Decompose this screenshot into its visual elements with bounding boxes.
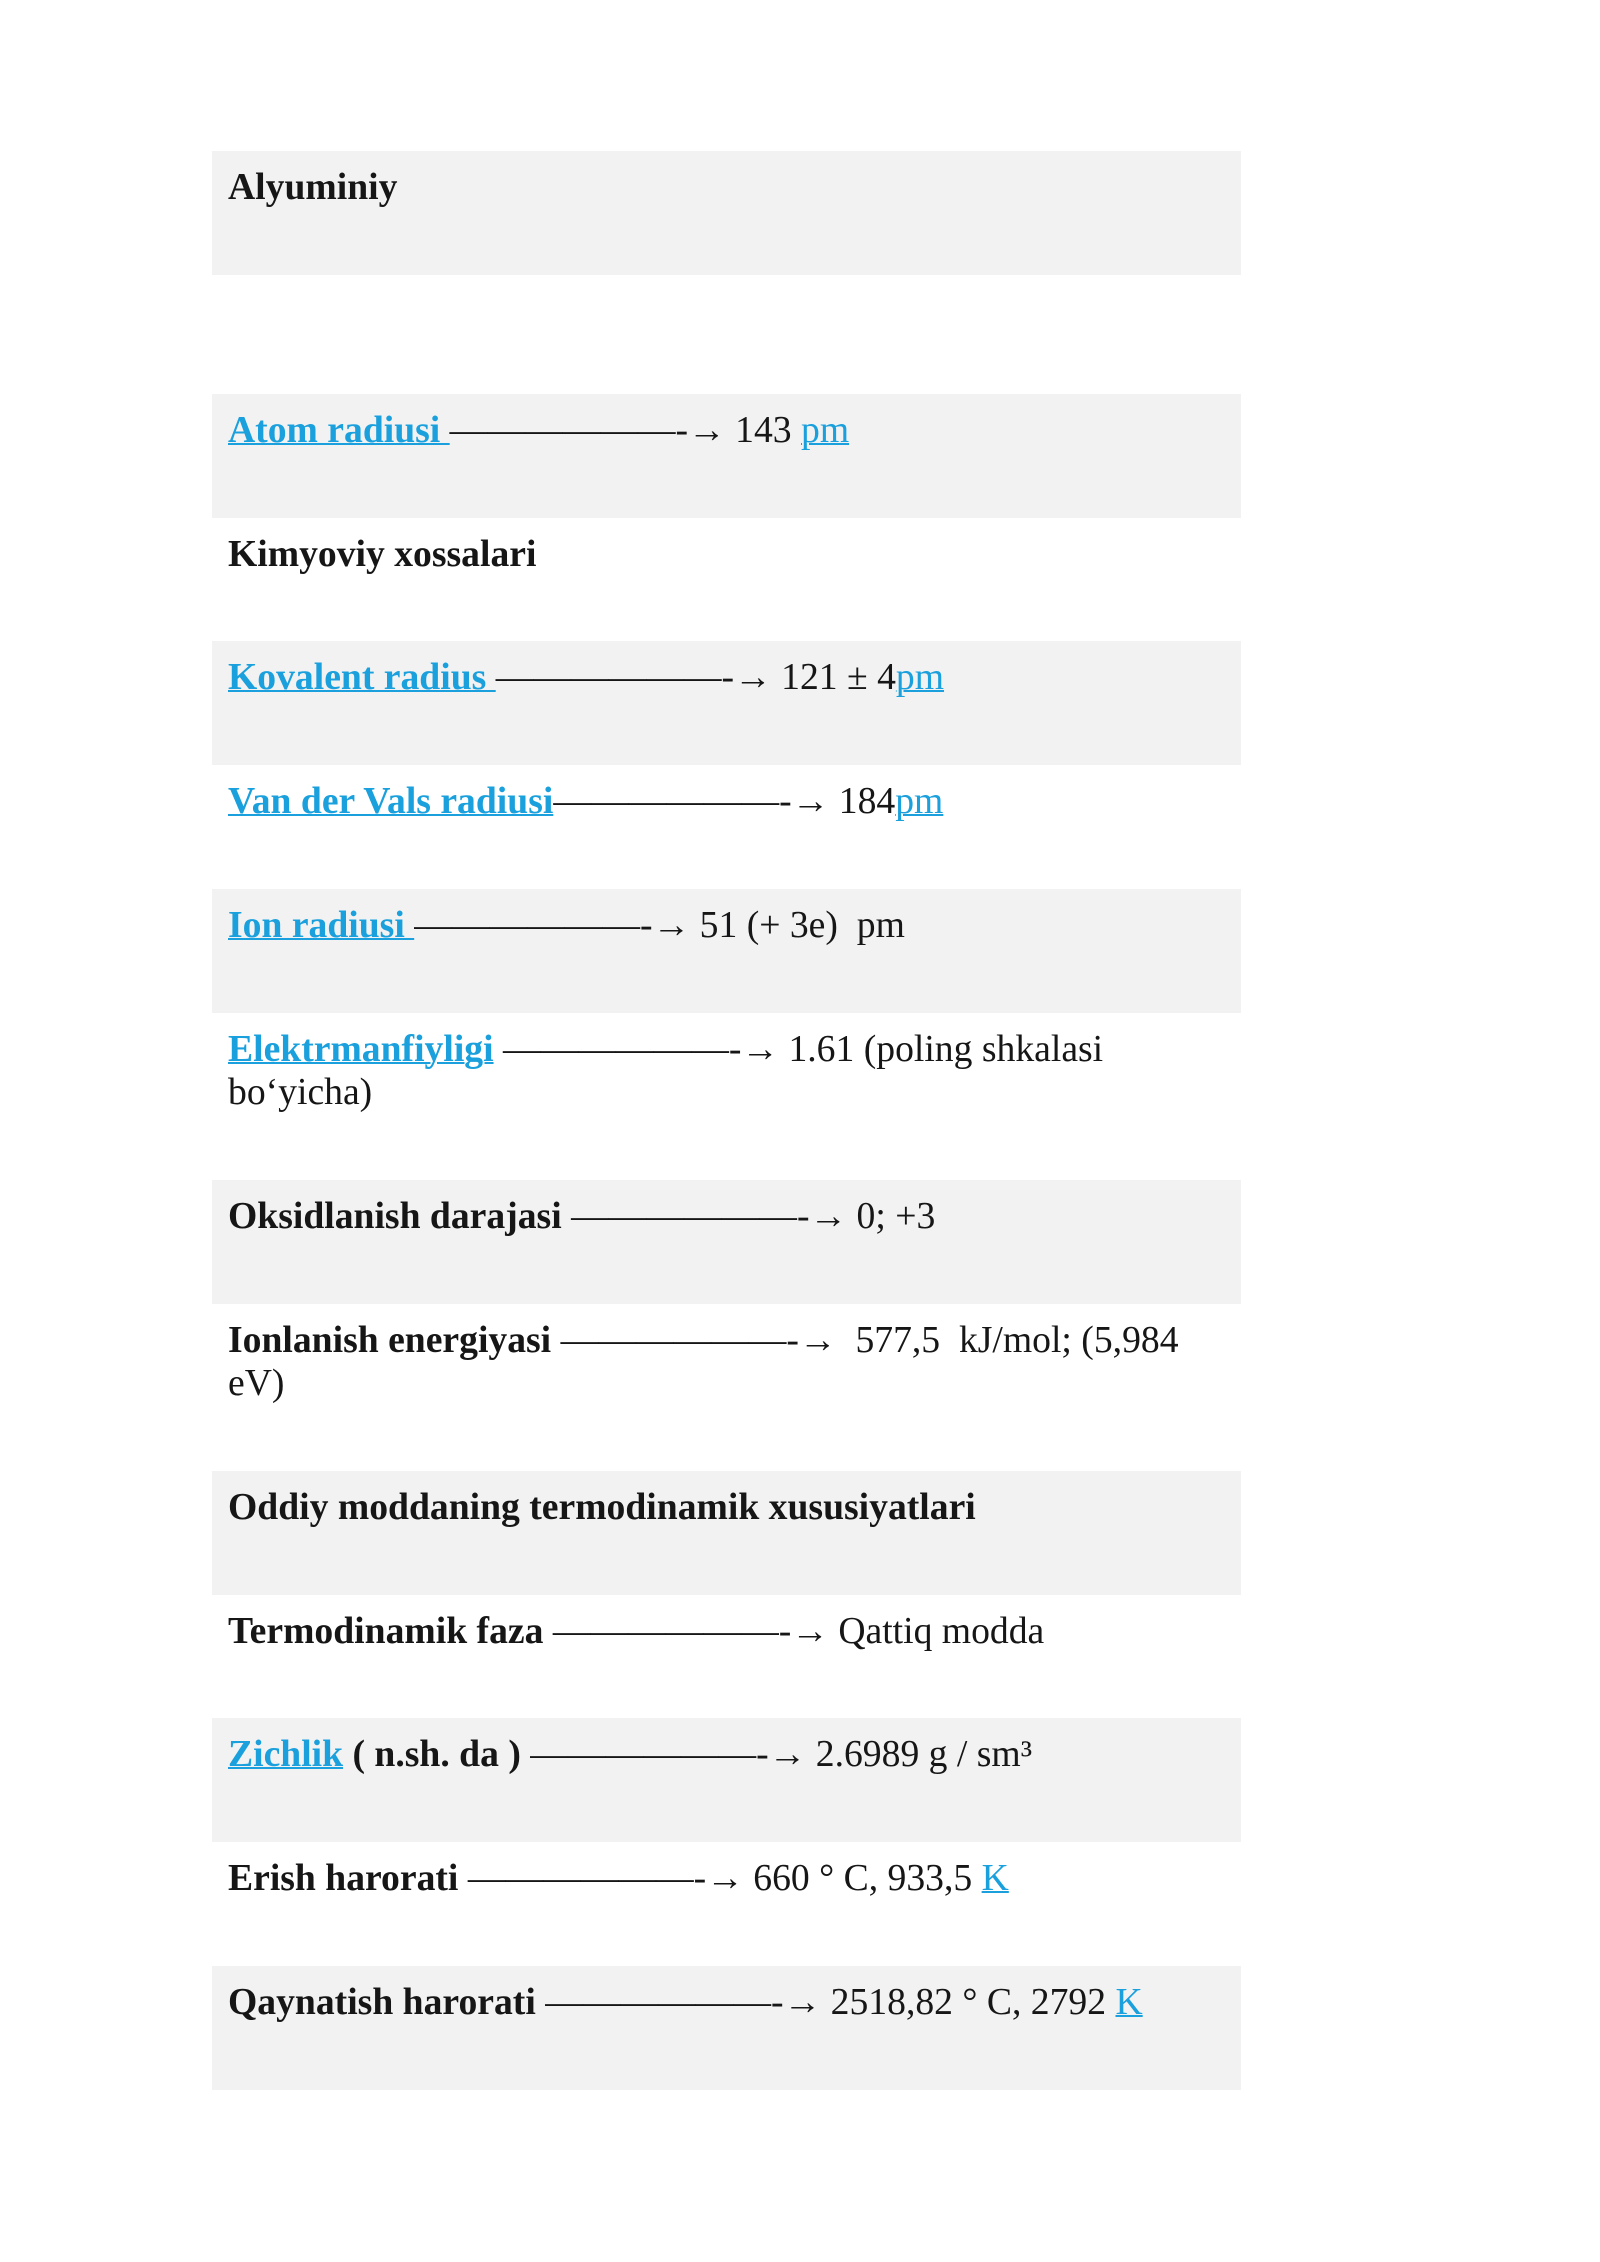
phase-row [212, 1595, 1241, 1719]
density-link[interactable]: Zichlik [228, 1733, 344, 1776]
melting-point-line [228, 1857, 1211, 1900]
density-arrow: ——————-→ [530, 1733, 807, 1776]
ionization-energy-label: Ionlanish energiyasi [228, 1318, 552, 1361]
atom-radius-unit-link[interactable]: pm [801, 408, 850, 451]
phase-line [228, 1610, 1211, 1653]
van-der-waals-radius-line [228, 780, 1211, 823]
phase-arrow: ——————-→ [552, 1609, 829, 1652]
melting-point-label: Erish harorati [228, 1857, 459, 1900]
ion-radius-row [212, 889, 1241, 1013]
covalent-radius-line [228, 656, 1211, 699]
ionization-energy-value: 577,5 kJ/mol; (5,984 eV) [228, 1318, 1188, 1404]
thermodynamic-properties-heading-line [228, 1486, 1211, 1529]
atom-radius-arrow: ——————-→ [449, 408, 726, 451]
van-der-waals-radius-value: 184 [838, 780, 896, 823]
oxidation-state-line [228, 1195, 1211, 1238]
ionization-energy-row [212, 1304, 1241, 1471]
electronegativity-row [212, 1013, 1241, 1180]
covalent-radius-unit-link[interactable]: pm [895, 656, 945, 699]
ion-radius-arrow: ——————-→ [414, 903, 691, 946]
atom-radius-row [212, 394, 1241, 518]
oxidation-state-row [212, 1180, 1241, 1304]
properties-table [212, 151, 1241, 2090]
thermodynamic-properties-heading: Oddiy moddaning termodinamik xususiyatlari [228, 1485, 976, 1528]
chemical-properties-heading: Kimyoviy xossalari [228, 532, 537, 575]
element-title: Alyuminiy [228, 166, 398, 208]
boiling-point-arrow: ——————-→ [545, 1980, 822, 2023]
boiling-point-row [212, 1966, 1241, 2090]
chemical-properties-heading-row [212, 518, 1241, 642]
atom-radius-value: 143 [735, 408, 792, 451]
van-der-waals-radius-arrow: ——————-→ [553, 780, 830, 823]
thermodynamic-properties-heading-row [212, 1471, 1241, 1595]
boiling-point-value: 2518,82 ° C, 2792 [830, 1980, 1107, 2023]
density-line [228, 1733, 1211, 1776]
density-condition: ( n.sh. da ) [352, 1733, 521, 1776]
atom-radius-line [228, 409, 1211, 452]
boiling-point-line [228, 1981, 1211, 2024]
boiling-point-unit-link[interactable]: K [1115, 1980, 1143, 2023]
chemical-properties-heading-line [228, 533, 1211, 576]
phase-label: Termodinamik faza [228, 1609, 544, 1652]
density-row [212, 1718, 1241, 1842]
ion-radius-line [228, 904, 1211, 947]
oxidation-state-value: 0; +3 [856, 1194, 936, 1237]
atom-radius-link[interactable]: Atom radiusi [228, 408, 450, 451]
empty-row [212, 275, 1241, 394]
melting-point-unit-link[interactable]: K [981, 1857, 1009, 1900]
electronegativity-value: 1.61 (poling shkalasi bo‘yicha) [228, 1027, 1113, 1114]
melting-point-row [212, 1842, 1241, 1966]
electronegativity-arrow: ——————-→ [502, 1027, 780, 1070]
electronegativity-link[interactable]: Elektrmanfiyligi [228, 1027, 494, 1070]
covalent-radius-arrow: ——————-→ [495, 656, 772, 699]
boiling-point-label: Qaynatish harorati [228, 1980, 536, 2023]
covalent-radius-row [212, 641, 1241, 765]
title-row [212, 151, 1241, 275]
van-der-waals-radius-unit-link[interactable]: pm [895, 780, 944, 823]
ion-radius-link[interactable]: Ion radiusi [228, 903, 415, 946]
covalent-radius-value: 121 ± 4 [781, 656, 896, 699]
oxidation-state-arrow: ——————-→ [571, 1194, 848, 1237]
phase-value: Qattiq modda [838, 1609, 1045, 1652]
van-der-waals-radius-row [212, 765, 1241, 889]
ionization-energy-arrow: ——————-→ [560, 1318, 837, 1361]
ionization-energy-line [228, 1319, 1211, 1406]
melting-point-value: 660 ° C, 933,5 [753, 1857, 973, 1900]
oxidation-state-label: Oksidlanish darajasi [228, 1194, 562, 1237]
title-line [228, 166, 1211, 209]
melting-point-arrow: ——————-→ [467, 1857, 744, 1900]
ion-radius-value: 51 (+ 3e) pm [699, 903, 905, 946]
electronegativity-line [228, 1028, 1211, 1115]
density-value: 2.6989 g / sm³ [815, 1733, 1032, 1776]
van-der-waals-radius-link[interactable]: Van der Vals radiusi [228, 780, 554, 823]
covalent-radius-link[interactable]: Kovalent radius [228, 656, 496, 699]
